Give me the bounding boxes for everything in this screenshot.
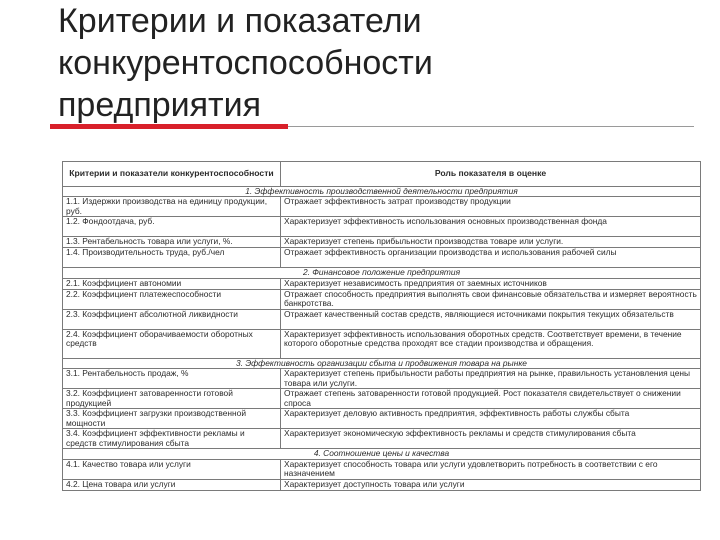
table-row [63,248,701,268]
section-row [63,268,701,278]
criterion-cell: 2.4. Коэффициент оборачиваемости оборотных средств [63,329,281,358]
title-line-2: конкурентоспособности [58,44,433,82]
table-row [63,369,701,389]
divider-accent [50,124,288,129]
table-row [63,459,701,479]
table-row [63,329,701,358]
criterion-cell: 1.3. Рентабельность товара или услуги, %. [63,237,281,248]
table-row [63,409,701,429]
criterion-cell: 4.1. Качество товара или услуги [63,459,281,479]
table-row [63,479,701,490]
criterion-cell: 2.2. Коэффициент платежеспособности [63,289,281,309]
table-header-row [63,162,701,187]
role-cell: Характеризует экономическую эффективность рекламы и средств стимулирования сбыта [281,429,701,449]
criterion-cell: 1.4. Производительность труда, руб./чел [63,248,281,268]
table-row [63,278,701,289]
criterion-cell: 3.1. Рентабельность продаж, % [63,369,281,389]
title-line-3: предприятия [58,86,262,124]
role-cell: Характеризует деловую активность предприятия, эффективность работы службы сбыта [281,409,701,429]
table-row [63,309,701,329]
role-cell: Характеризует эффективность использования основных производственная фонда [281,217,701,237]
criterion-cell: 3.3. Коэффициент загрузки производственной мощности [63,409,281,429]
role-cell: Отражает способность предприятия выполнять свои финансовые обязательства и измеряет вероятность банкротства. [281,289,701,309]
title-line-1: Критерии и показатели [58,2,422,40]
divider-line [288,126,694,127]
title-divider [50,124,694,129]
section-row [63,187,701,197]
section-title: 2. Финансовое положение предприятия [63,268,701,278]
table-row [63,237,701,248]
table-row [63,217,701,237]
slide-title [58,0,698,126]
header-criteria: Критерии и показатели конкурентоспособности [63,162,281,187]
section-title: 1. Эффективность производственной деятельности предприятия [63,187,701,197]
role-cell: Характеризует степень прибыльности производства товаре или услуги. [281,237,701,248]
role-cell: Характеризует способность товара или услуги удовлетворить потребность в соответствии с его назначением [281,459,701,479]
role-cell: Отражает эффективность организации производства и использования рабочей силы [281,248,701,268]
table-row [63,289,701,309]
criteria-table-wrapper [62,161,702,491]
table-row [63,197,701,217]
section-row [63,449,701,459]
criterion-cell: 1.1. Издержки производства на единицу продукции, руб. [63,197,281,217]
role-cell: Отражает степень затоваренности готовой продукцией. Рост показателя свидетельствует о снижении спроса [281,389,701,409]
criteria-table [62,161,701,491]
header-role: Роль показателя в оценке [281,162,701,187]
criterion-cell: 4.2. Цена товара или услуги [63,479,281,490]
criterion-cell: 3.2. Коэффициент затоваренности готовой продукцией [63,389,281,409]
section-row [63,358,701,368]
role-cell: Характеризует степень прибыльности работы предприятия на рынке, правильность установления цены товара или услуги. [281,369,701,389]
table-row [63,389,701,409]
criterion-cell: 3.4. Коэффициент эффективности рекламы и средств стимулирования сбыта [63,429,281,449]
role-cell: Характеризует эффективность использования оборотных средств. Соответствует времени, в течение которого оборотные средства проходят все стадии производства и обращения. [281,329,701,358]
criterion-cell: 1.2. Фондоотдача, руб. [63,217,281,237]
section-title: 4. Соотношение цены и качества [63,449,701,459]
role-cell: Отражает эффективность затрат производству продукции [281,197,701,217]
role-cell: Характеризует независимость предприятия от заемных источников [281,278,701,289]
role-cell: Отражает качественный состав средств, являющиеся источниками покрытия текущих обязательств [281,309,701,329]
criterion-cell: 2.3. Коэффициент абсолютной ликвидности [63,309,281,329]
table-row [63,429,701,449]
role-cell: Характеризует доступность товара или услуги [281,479,701,490]
section-title: 3. Эффективность организации сбыта и продвижения товара на рынке [63,358,701,368]
criterion-cell: 2.1. Коэффициент автономии [63,278,281,289]
